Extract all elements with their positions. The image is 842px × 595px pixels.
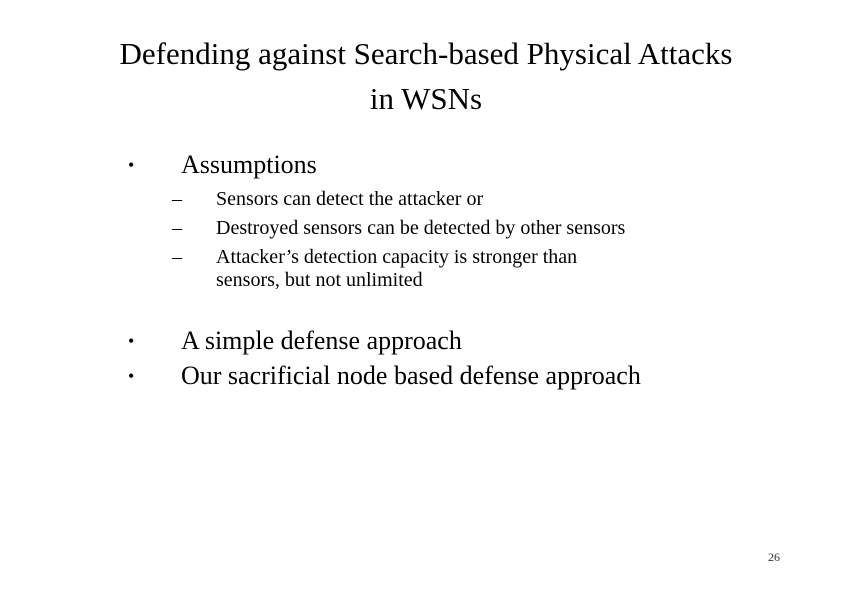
bullet-marker: • (128, 366, 135, 386)
bullet-text: Our sacrificial node based defense approach (181, 361, 641, 390)
subbullet-text: Destroyed sensors can be detected by other sensors (216, 217, 626, 239)
bullet-marker: • (128, 331, 135, 351)
dash-marker: – (172, 217, 182, 239)
dash-marker: – (172, 246, 182, 268)
dash-marker: – (172, 188, 182, 210)
page-number: 26 (768, 550, 780, 564)
bullet-text: A simple defense approach (181, 326, 462, 355)
subbullet-text: Attacker’s detection capacity is stronger than (216, 246, 578, 268)
subbullet-text: Sensors can detect the attacker or (216, 188, 484, 210)
subbullet-text: sensors, but not unlimited (216, 269, 423, 291)
bullet-marker: • (128, 155, 135, 175)
slide-title-continued: in WSNs (369, 81, 483, 116)
bullet-text: Assumptions (181, 150, 317, 179)
slide-title: Defending against Search-based Physical Attacks (119, 36, 733, 71)
